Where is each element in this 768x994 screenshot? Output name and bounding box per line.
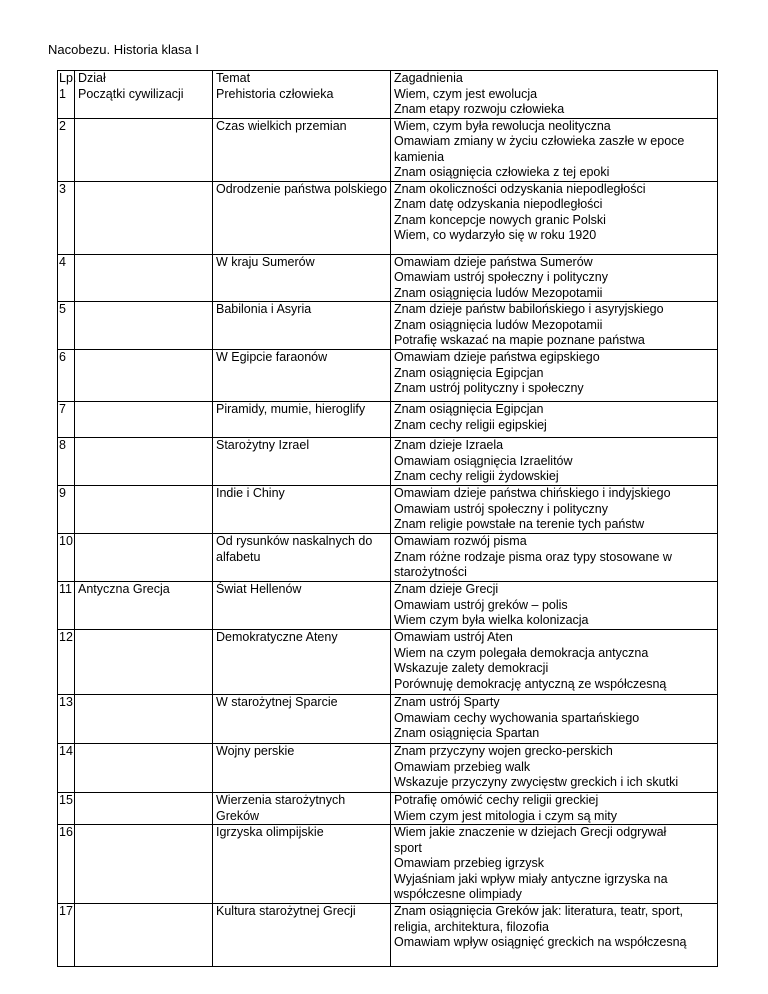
- dzial-cell: [75, 534, 213, 582]
- dzial-cell: [75, 825, 213, 904]
- zagadnienie-line: Wskazuje przyczyny zwycięstw greckich i ich skutki: [394, 775, 679, 789]
- zagadnienie-line: Znam osiągnięcia Spartan: [394, 726, 540, 740]
- lp-cell: 3: [58, 181, 75, 254]
- zagadnienie-line: Znam ustrój Sparty: [394, 695, 500, 709]
- zagadnienia-cell: [391, 402, 718, 438]
- dzial-cell: [75, 118, 213, 181]
- temat-cell: Od rysunków naskalnych do alfabetu: [213, 534, 391, 582]
- zagadnienie-line: Wyjaśniam jaki wpływ miały antyczne igrzyska na: [394, 871, 668, 886]
- zagadnienie-line: Wiem jakie znaczenie w dziejach Grecji odgrywał: [394, 825, 667, 839]
- temat-cell: [213, 71, 391, 119]
- zagadnienie-line: Omawiam przebieg walk: [394, 759, 531, 774]
- lp-cell: 4: [58, 254, 75, 302]
- zagadnienie-line: Omawiam dzieje państwa chińskiego i indyjskiego: [394, 486, 671, 500]
- zagadnienie-line: Omawiam ustrój społeczny i polityczny: [394, 501, 608, 516]
- lp-cell: 17: [58, 904, 75, 967]
- zagadnienie-line: Znam cechy religii żydowskiej: [394, 469, 559, 483]
- zagadnienie-line: sport: [394, 840, 422, 855]
- dzial-cell: [75, 438, 213, 486]
- temat-cell: W starożytnej Sparcie: [213, 695, 391, 744]
- lp-cell: 9: [58, 486, 75, 534]
- table-row: [58, 695, 718, 744]
- table-row: [58, 534, 718, 582]
- table-row: [58, 181, 718, 254]
- zagadnienie-line: Znam różne rodzaje pisma oraz typy stosowane w: [394, 549, 672, 564]
- dzial-cell: [75, 302, 213, 350]
- zagadnienie-line: Wiem czym była wielka kolonizacja: [394, 613, 589, 627]
- zagadnienia-cell: [391, 181, 718, 254]
- temat-value: Prehistoria człowieka: [216, 86, 334, 101]
- temat-cell: Demokratyczne Ateny: [213, 630, 391, 695]
- temat-cell: Indie i Chiny: [213, 486, 391, 534]
- dzial-cell: [75, 744, 213, 793]
- zagadnienia-cell: [391, 630, 718, 695]
- zagadnienia-cell: [391, 486, 718, 534]
- zagadnienie-line: Omawiam ustrój Aten: [394, 630, 513, 644]
- zagadnienie-line: Omawiam wpływ osiągnięć greckich na współczesną: [394, 935, 687, 949]
- zagadnienie-line: Znam ustrój polityczny i społeczny: [394, 381, 584, 395]
- lp-cell: 6: [58, 350, 75, 402]
- dzial-cell: [75, 71, 213, 119]
- dzial-cell: [75, 254, 213, 302]
- zagadnienie-line: Omawiam zmiany w życiu człowieka zaszłe w epoce: [394, 134, 685, 148]
- zagadnienia-cell: [391, 793, 718, 825]
- zagadnienie-line: Wiem na czym polegała demokracja antyczna: [394, 645, 649, 660]
- table-row: [58, 904, 718, 967]
- dzial-cell: [75, 350, 213, 402]
- topics-table: [57, 70, 718, 967]
- lp-cell: 8: [58, 438, 75, 486]
- zagadnienie-line: Potrafię omówić cechy religii greckiej: [394, 793, 599, 807]
- table-row: [58, 254, 718, 302]
- temat-cell: Starożytny Izrael: [213, 438, 391, 486]
- table-row: [58, 793, 718, 825]
- zagadnienie-line: Omawiam dzieje państwa egipskiego: [394, 350, 600, 364]
- temat-cell: Świat Hellenów: [213, 582, 391, 630]
- table-row: [58, 350, 718, 402]
- temat-cell: Piramidy, mumie, hieroglify: [213, 402, 391, 438]
- zagadnienia-cell: [391, 350, 718, 402]
- table-row: [58, 302, 718, 350]
- lp-cell: 10: [58, 534, 75, 582]
- lp-cell: 15: [58, 793, 75, 825]
- zagadnienie-line: współczesne olimpiady: [394, 887, 522, 901]
- lp-cell: 11: [58, 582, 75, 630]
- dzial-cell: [75, 486, 213, 534]
- zagadnienie-line: Omawiam przebieg igrzysk: [394, 856, 545, 870]
- zagadnienie-line: Znam osiągnięcia ludów Mezopotamii: [394, 285, 603, 300]
- zagadnienie-line: kamienia: [394, 149, 445, 164]
- dzial-cell: [75, 904, 213, 967]
- zagadnienie-line: Wiem, czym była rewolucja neolityczna: [394, 118, 611, 133]
- dzial-cell: [75, 695, 213, 744]
- zagadnienie-line: Wskazuje zalety demokracji: [394, 661, 549, 675]
- temat-cell: W Egipcie faraonów: [213, 350, 391, 402]
- zagadnienia-cell: [391, 744, 718, 793]
- table-row: [58, 486, 718, 534]
- zagadnienia-cell: [391, 582, 718, 630]
- header-lp: Lp.: [59, 71, 77, 85]
- zagadnienia-cell: [391, 695, 718, 744]
- zagadnienie-line: religia, architektura, filozofia: [394, 919, 549, 934]
- zagadnienie-line: Wiem, czym jest ewolucja: [394, 86, 538, 101]
- temat-cell: Babilonia i Asyria: [213, 302, 391, 350]
- table-row: [58, 744, 718, 793]
- table-row: [58, 582, 718, 630]
- zagadnienie-line: Znam osiągnięcia Egipcjan: [394, 402, 544, 416]
- zagadnienia-cell: [391, 254, 718, 302]
- zagadnienie-line: Porównuję demokrację antyczną ze współczesną: [394, 676, 667, 691]
- dzial-value: Początki cywilizacji: [78, 86, 184, 101]
- temat-cell: W kraju Sumerów: [213, 254, 391, 302]
- zagadnienie-line: Omawiam rozwój pisma: [394, 534, 527, 548]
- table-row: [58, 118, 718, 181]
- zagadnienie-line: Znam datę odzyskania niepodległości: [394, 197, 603, 211]
- zagadnienia-cell: [391, 302, 718, 350]
- document-title: Nacobezu. Historia klasa I: [48, 42, 200, 57]
- zagadnienia-cell: [391, 438, 718, 486]
- zagadnienie-line: Znam okoliczności odzyskania niepodległości: [394, 181, 646, 196]
- lp-cell: 14: [58, 744, 75, 793]
- temat-cell: Kultura starożytnej Grecji: [213, 904, 391, 967]
- lp-cell: 2: [58, 118, 75, 181]
- dzial-cell: Antyczna Grecja: [75, 582, 213, 630]
- zagadnienie-line: Omawiam ustrój społeczny i polityczny: [394, 270, 608, 284]
- zagadnienie-line: Znam osiągnięcia człowieka z tej epoki: [394, 165, 610, 179]
- table-row: [58, 630, 718, 695]
- header-dzial: Dział: [78, 71, 106, 85]
- table-row: [58, 402, 718, 438]
- zagadnienie-line: Wiem, co wydarzyło się w roku 1920: [394, 228, 597, 242]
- header-temat: Temat: [216, 71, 251, 85]
- temat-cell: Czas wielkich przemian: [213, 118, 391, 181]
- zagadnienie-line: Omawiam dzieje państwa Sumerów: [394, 254, 593, 269]
- temat-cell: Odrodzenie państwa polskiego: [213, 181, 391, 254]
- zagadnienia-cell: [391, 904, 718, 967]
- zagadnienie-line: Omawiam cechy wychowania spartańskiego: [394, 710, 640, 725]
- zagadnienie-line: Znam cechy religii egipskiej: [394, 417, 547, 432]
- zagadnienie-line: Znam religie powstałe na terenie tych państw: [394, 517, 645, 531]
- table-row: [58, 825, 718, 904]
- zagadnienie-line: Znam przyczyny wojen grecko-perskich: [394, 744, 613, 758]
- dzial-cell: [75, 630, 213, 695]
- lp-cell: 16: [58, 825, 75, 904]
- zagadnienie-line: Znam dzieje Grecji: [394, 582, 499, 596]
- temat-cell: Wierzenia starożytnych Greków: [213, 793, 391, 825]
- table-row: [58, 438, 718, 486]
- dzial-cell: [75, 402, 213, 438]
- zagadnienie-line: Omawiam ustrój greków – polis: [394, 597, 568, 612]
- header-zagadnienia: Zagadnienia: [394, 71, 463, 85]
- zagadnienie-line: Omawiam osiągnięcia Izraelitów: [394, 453, 573, 468]
- zagadnienia-cell: [391, 118, 718, 181]
- zagadnienie-line: Znam osiągnięcia Egipcjan: [394, 365, 544, 380]
- zagadnienia-cell: [391, 71, 718, 119]
- zagadnienie-line: Wiem czym jest mitologia i czym są mity: [394, 808, 617, 823]
- lp-value: 1: [59, 86, 66, 101]
- zagadnienia-cell: [391, 825, 718, 904]
- zagadnienie-line: Znam koncepcje nowych granic Polski: [394, 212, 606, 227]
- temat-cell: Igrzyska olimpijskie: [213, 825, 391, 904]
- dzial-cell: [75, 793, 213, 825]
- temat-cell: Wojny perskie: [213, 744, 391, 793]
- zagadnienie-line: Znam dzieje Izraela: [394, 438, 504, 452]
- table-row: [58, 71, 718, 119]
- lp-cell: 12: [58, 630, 75, 695]
- lp-cell: [58, 71, 75, 119]
- zagadnienie-line: Znam etapy rozwoju człowieka: [394, 102, 565, 116]
- zagadnienie-line: Znam dzieje państw babilońskiego i asyryjskiego: [394, 302, 664, 316]
- lp-cell: 13: [58, 695, 75, 744]
- zagadnienia-cell: [391, 534, 718, 582]
- lp-cell: 7: [58, 402, 75, 438]
- dzial-cell: [75, 181, 213, 254]
- zagadnienie-line: Znam osiągnięcia Greków jak: literatura, teatr, sport,: [394, 904, 684, 918]
- zagadnienie-line: Potrafię wskazać na mapie poznane państwa: [394, 333, 645, 347]
- zagadnienie-line: starożytności: [394, 565, 467, 579]
- lp-cell: 5: [58, 302, 75, 350]
- zagadnienie-line: Znam osiągnięcia ludów Mezopotamii: [394, 317, 603, 332]
